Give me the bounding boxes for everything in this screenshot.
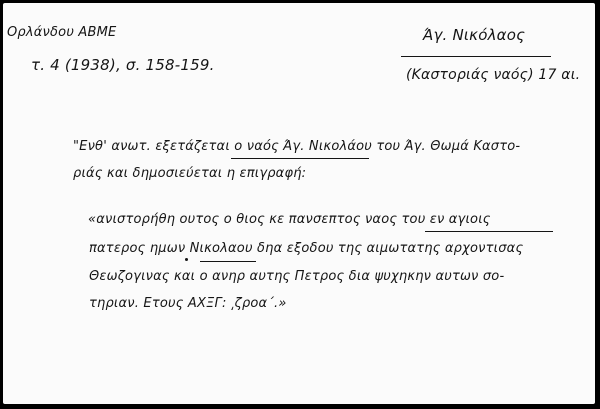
- archive-index-card: [3, 3, 595, 404]
- source-volume-pages: τ. 4 (1938), σ. 158-159.: [31, 56, 215, 74]
- inscription-line-3: Θεωζογινας και ο ανηρ αυτης Πετρος δια ψυχηκην αυτων σο-: [89, 269, 505, 284]
- monument-location-date: (Καστοριάς ναός) 17 αι.: [406, 67, 581, 83]
- inscription-line-2: πατερος ημων Νικολαου δηα εξοδου της αιμωτατης αρχοντισας: [89, 241, 524, 256]
- inscription-line-1: «ανιστορήθη ουτος ο θιος κε πανσεπτος ναος του εν αγιοις: [88, 212, 491, 227]
- inscription-mark-dot: [185, 258, 188, 261]
- inscription-underline-1: [425, 231, 553, 232]
- inscription-underline-2: [200, 261, 256, 262]
- note-line-2: ριάς και δημοσιεύεται η επιγραφή:: [73, 166, 307, 181]
- monument-title: Άγ. Νικόλαος: [423, 26, 526, 44]
- note-line-1: "Ενθ' ανωτ. εξετάζεται ο ναός Άγ. Νικολάου του Άγ. Θωμά Καστο-: [73, 139, 521, 154]
- inscription-line-4: τηριαν. Ετους ΑΧΞΓ: ͵ζροα΄.»: [89, 296, 287, 311]
- title-rule: [401, 56, 551, 57]
- note-underline-1: [231, 158, 369, 159]
- source-journal: Ορλάνδου ΑΒΜΕ: [7, 25, 117, 40]
